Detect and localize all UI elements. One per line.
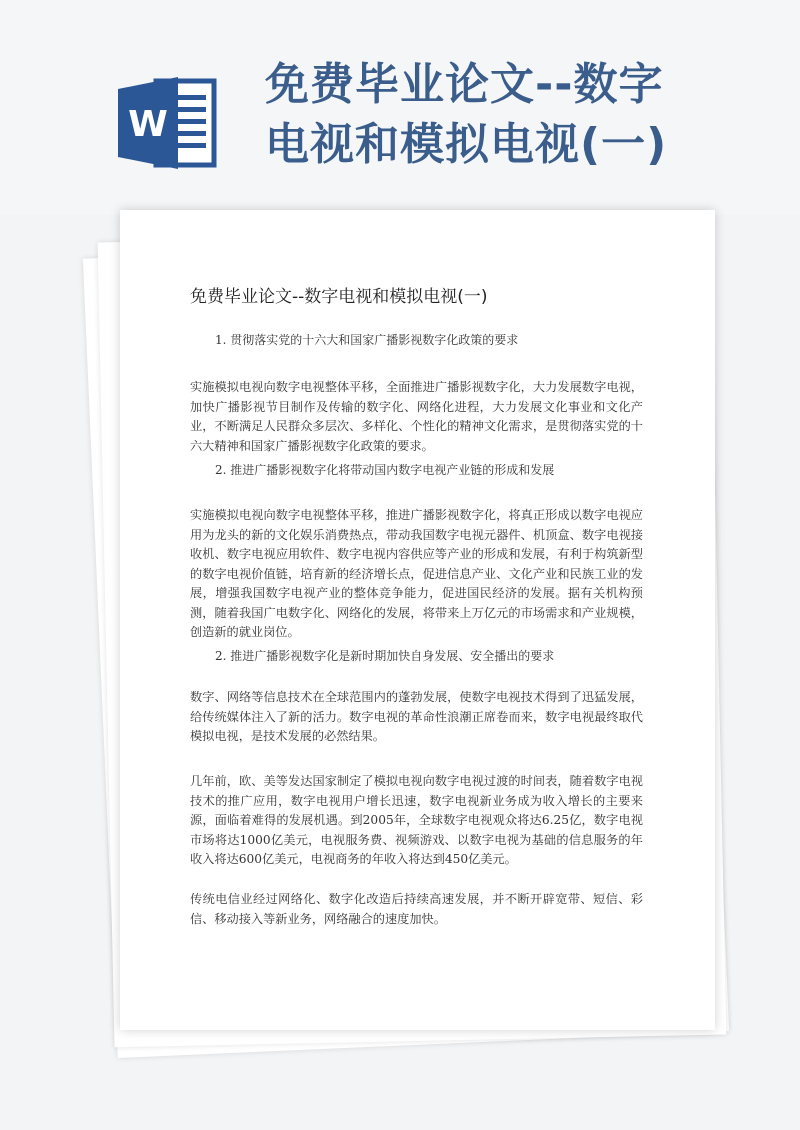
svg-text:W: W xyxy=(128,104,168,145)
paragraph: 实施模拟电视向数字电视整体平移，全面推进广播影视数字化，大力发展数字电视，加快广播影视节目制作及传输的数字化、网络化进程，大力发展文化事业和文化产业，不断满足人民群众多层次、多样化、个性化的精神文化需求，是贯彻落实党的十六大精神和国家广播影视数字化政策的要求。 xyxy=(190,380,643,453)
document-header-title xyxy=(265,55,735,175)
section-heading: 1. 贯彻落实党的十六大和国家广播影视数字化政策的要求 xyxy=(215,333,519,347)
paragraph: 实施模拟电视向数字电视整体平移，推进广播影视数字化，将真正形成以数字电视应用为龙头的新的文化娱乐消费热点，带动我国数字电视元器件、机顶盒、数字电视接收机、数字电视应用软件、数字电视内容供应等产业的形成和发展，有利于构筑新型的数字电视价值链，培育新的经济增长点，促进信息产业、文化产业和民族工业的发展，增强我国数字电视产业的整体竞争能力，促进国民经济的发展。据有关机构预测，随着我国广电数字化、网络化的发展，将带来上万亿元的市场需求和产业规模，创造新的就业岗位。 xyxy=(190,508,643,639)
document-page xyxy=(120,210,715,1030)
word-icon xyxy=(118,75,218,171)
paragraph: 几年前，欧、美等发达国家制定了模拟电视向数字电视过渡的时间表，随着数字电视技术的推广应用，数字电视用户增长迅速，数字电视新业务成为收入增长的主要来源，面临着难得的发展机遇。到2005年，全球数字电视观众将达6.25亿，数字电视市场将达1000亿美元，电视服务费、视频游戏、以数字电视为基础的信息服务的年收入将达600亿美元，电视商务的年收入将达到450亿美元。 xyxy=(190,774,643,866)
paragraph: 数字、网络等信息技术在全球范围内的蓬勃发展，使数字电视技术得到了迅猛发展，给传统媒体注入了新的活力。数字电视的革命性浪潮正席卷而来，数字电视最终取代模拟电视，是技术发展的必然结果。 xyxy=(190,690,643,743)
title-line-2: 电视和模拟电视(一) xyxy=(265,119,668,170)
section-heading: 2. 推进广播影视数字化是新时期加快自身发展、安全播出的要求 xyxy=(215,649,555,663)
page-title: 免费毕业论文--数字电视和模拟电视(一) xyxy=(190,287,488,307)
paragraph: 传统电信业经过网络化、数字化改造后持续高速发展，并不断开辟宽带、短信、彩信、移动接入等新业务，网络融合的速度加快。 xyxy=(190,892,643,926)
section-heading: 2. 推进广播影视数字化将带动国内数字电视产业链的形成和发展 xyxy=(215,463,555,477)
title-line-1: 免费毕业论文--数字 xyxy=(265,59,664,110)
header-banner xyxy=(0,0,800,215)
